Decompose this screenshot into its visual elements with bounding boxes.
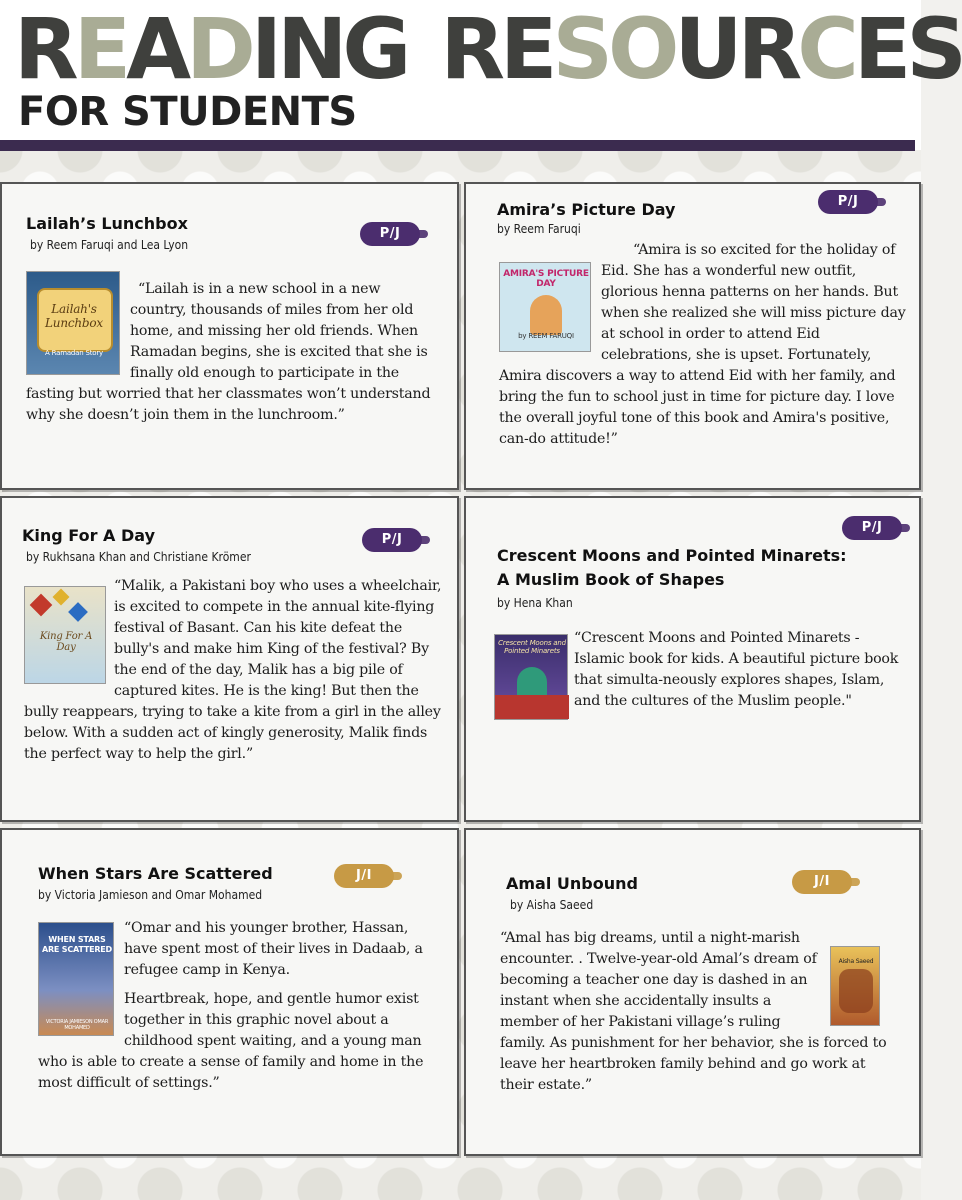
header-divider <box>0 140 915 151</box>
book-card-lailahs-lunchbox <box>0 182 459 490</box>
title-letter: E <box>73 0 127 98</box>
title-letter: S <box>552 0 608 98</box>
level-badge: J/I <box>792 870 852 894</box>
description-text: “Lailah is in a new school in a new country, thousands of miles from her old home, and missing her old friends. When Ramadan begins, she is excited that she is finally old enough to participate in the fasting but worried that her classmates won’t understand why she doesn’t join them in the lunchroom.” <box>26 281 431 423</box>
title-letter: G <box>342 0 407 98</box>
cover-title: Lailah's Lunchbox <box>45 302 103 330</box>
refugee-camp-book-cover-icon <box>38 922 114 1036</box>
title-letter: I <box>250 0 278 98</box>
level-badge: P/J <box>842 516 902 540</box>
book-author: by Aisha Saeed <box>510 898 594 912</box>
book-description <box>24 576 442 765</box>
title-letter: E <box>853 0 907 98</box>
book-card-amal-unbound <box>464 828 921 1156</box>
book-description <box>38 918 434 1094</box>
title-letter: N <box>277 0 343 98</box>
page-subtitle: FOR STUDENTS <box>18 89 357 135</box>
title-letter: D <box>186 0 251 98</box>
cover-subtitle: A Ramadan Story <box>44 349 103 357</box>
title-letter: C <box>797 0 854 98</box>
book-title: Amira’s Picture Day <box>497 200 676 219</box>
cover-subtitle: by REEM FARUQI <box>518 332 574 340</box>
cover-title: WHEN STARS ARE SCATTERED <box>41 935 113 954</box>
lunchbox-book-cover-icon <box>26 271 120 375</box>
title-letter: A <box>126 0 187 98</box>
book-author: by Hena Khan <box>497 596 573 610</box>
cover-title: Aisha Saeed <box>838 958 874 965</box>
title-letter: U <box>674 0 738 98</box>
book-card-when-stars-are-scattered <box>0 828 459 1156</box>
level-badge: P/J <box>362 528 422 552</box>
book-title: Amal Unbound <box>506 874 638 893</box>
book-card-amiras-picture-day <box>464 182 921 490</box>
cover-subtitle: VICTORIA JAMIESON OMAR MOHAMED <box>45 1019 109 1031</box>
title-letter: S <box>906 0 962 98</box>
title-letter: E <box>500 0 553 98</box>
kite-book-cover-icon <box>24 586 106 684</box>
book-author: by Rukhsana Khan and Christiane Krömer <box>26 550 251 564</box>
title-letter: R <box>440 0 501 98</box>
description-text: “Amal has big dreams, until a night-marish encounter. . Twelve-year-old Amal’s dream of becoming a teacher one day is dashed in an instant when she accidentally insults a member of her Pakistani village’s ruling family. As punishment for her behavior, she is forced to leave her heartbroken family behind and go work at their estate.” <box>500 930 887 1093</box>
henna-hands-book-cover-icon <box>830 946 880 1026</box>
book-description <box>499 240 909 450</box>
book-title: King For A Day <box>22 526 155 545</box>
book-description <box>500 928 896 1096</box>
level-badge: J/I <box>334 864 394 888</box>
book-title: When Stars Are Scattered <box>38 864 273 883</box>
book-description <box>26 279 436 426</box>
page-title <box>14 0 962 98</box>
level-badge: P/J <box>818 190 878 214</box>
book-title: Lailah’s Lunchbox <box>26 214 188 233</box>
book-card-crescent-moons <box>464 496 921 822</box>
book-author: by Victoria Jamieson and Omar Mohamed <box>38 888 263 902</box>
cover-title: King For A Day <box>39 631 93 653</box>
cover-title: Crescent Moons and Pointed Minarets <box>498 639 566 655</box>
description-text-1: “Omar and his younger brother, Hassan, have spent most of their lives in Dadaab, a refugee camp in Kenya. <box>124 920 423 978</box>
picture-day-book-cover-icon <box>499 262 591 352</box>
description-text: “Amira is so excited for the holiday of Eid. She has a wonderful new outfit, glorious henna patterns on her hands. But when she realized she will miss picture day at school in order to attend Eid celebrations, she is upset. Fortunately, Amira discovers a way to attend Eid with her family, and bring the fun to school just in time for picture day. I love the overall joyful tone of this book and Amira's positive, can-do attitude!” <box>499 242 906 447</box>
description-text: “Crescent Moons and Pointed Minarets - Islamic book for kids. A beautiful picture book that simulta-neously explores shapes, Islam, and the cultures of the Muslim people." <box>574 630 899 709</box>
book-title-line1: Crescent Moons and Pointed Minarets: <box>497 546 847 565</box>
description-text: “Malik, a Pakistani boy who uses a wheelchair, is excited to compete in the annual kite-flying festival of Basant. Can his kite defeat the bully's and make him King of the festival? By the end of the day, Malik has a big pile of captured kites. He is the king! But then the bully reappears, trying to take a kite from a girl in the alley below. With a sudden act of kingly generosity, Malik finds the perfect way to help the girl.” <box>24 578 442 762</box>
title-letter: R <box>14 0 74 98</box>
mosque-book-cover-icon <box>494 634 568 720</box>
page-header <box>0 0 962 150</box>
title-letter: R <box>737 0 798 98</box>
book-description <box>494 628 904 720</box>
title-letter: O <box>607 0 675 98</box>
description-text-2: Heartbreak, hope, and gentle humor exist together in this graphic novel about a childhood spent waiting, and a young man who is able to create a sense of family and home in the most difficult of settings.” <box>38 991 424 1091</box>
book-card-king-for-a-day <box>0 496 459 822</box>
level-badge: P/J <box>360 222 420 246</box>
cover-title: AMIRA'S PICTURE DAY <box>503 269 589 289</box>
book-author: by Reem Faruqi <box>497 222 581 236</box>
book-author: by Reem Faruqi and Lea Lyon <box>30 238 189 252</box>
book-title-line2: A Muslim Book of Shapes <box>497 570 725 589</box>
